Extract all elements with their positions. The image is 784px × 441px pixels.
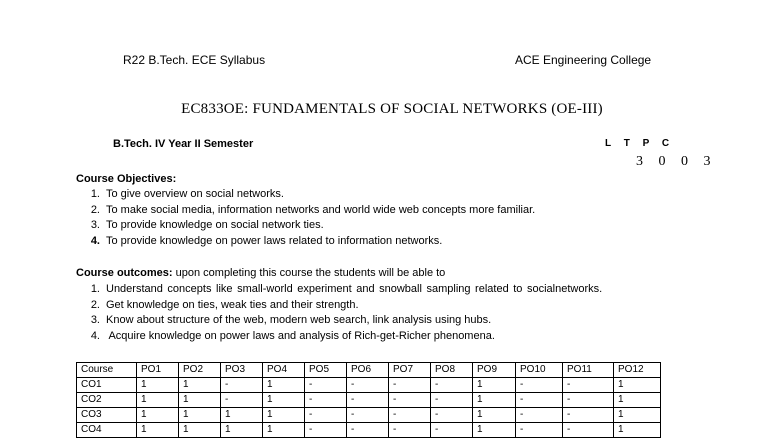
po-cell: 1 xyxy=(137,378,179,393)
po-cell: 1 xyxy=(263,408,305,423)
po-cell: 1 xyxy=(473,378,516,393)
objective-text: To provide knowledge on social network ties. xyxy=(106,219,324,232)
po-cell: 1 xyxy=(614,408,661,423)
objective-num: 1. xyxy=(90,188,100,200)
po-cell: PO11 xyxy=(563,363,614,378)
po-cell: 1 xyxy=(179,408,221,423)
outcome-num: 3. xyxy=(90,314,100,327)
po-cell: PO6 xyxy=(347,363,389,378)
po-cell: - xyxy=(305,423,347,438)
outcome-item xyxy=(76,313,602,329)
po-cell: - xyxy=(347,408,389,423)
po-cell: 1 xyxy=(179,393,221,408)
po-cell: PO12 xyxy=(614,363,661,378)
objective-item xyxy=(76,203,535,219)
po-cell: - xyxy=(563,408,614,423)
table-row xyxy=(77,423,661,438)
header-right: ACE Engineering College xyxy=(515,53,652,67)
po-cell: - xyxy=(347,393,389,408)
po-cell: 1 xyxy=(614,378,661,393)
po-cell: - xyxy=(221,393,263,408)
po-cell: - xyxy=(563,423,614,438)
outcome-num: 2. xyxy=(90,298,100,311)
objective-num: 3. xyxy=(90,219,100,232)
outcome-text: Get knowledge on ties, weak ties and their strength. xyxy=(106,298,359,311)
po-cell: 1 xyxy=(473,408,516,423)
po-cell: - xyxy=(221,378,263,393)
po-cell: - xyxy=(516,423,563,438)
outcomes-intro: upon completing this course the students will be able to xyxy=(172,267,446,279)
objectives-list xyxy=(76,187,535,249)
outcomes-list xyxy=(76,282,602,344)
po-cell: 1 xyxy=(473,423,516,438)
ltpc-label: L T P C xyxy=(605,138,670,149)
po-cell: PO4 xyxy=(263,363,305,378)
co-po-mapping-table xyxy=(76,362,661,438)
po-cell: - xyxy=(389,408,431,423)
outcomes-heading-text: Course outcomes: xyxy=(76,267,173,279)
po-cell: 1 xyxy=(473,393,516,408)
outcome-item xyxy=(76,329,602,345)
table-row xyxy=(77,378,661,393)
header-left: R22 B.Tech. ECE Syllabus xyxy=(123,53,266,67)
row-label-cell: Course xyxy=(77,363,137,378)
table-row xyxy=(77,408,661,423)
outcome-item xyxy=(76,282,602,298)
table-row xyxy=(77,393,661,408)
po-cell: PO10 xyxy=(516,363,563,378)
po-cell: - xyxy=(516,378,563,393)
po-cell: - xyxy=(431,408,473,423)
objective-text: To make social media, information networks and world wide web concepts more familiar. xyxy=(106,203,536,216)
po-cell: - xyxy=(431,393,473,408)
po-cell: 1 xyxy=(221,423,263,438)
po-cell: 1 xyxy=(179,378,221,393)
row-label-cell: CO3 xyxy=(77,408,137,423)
objectives-heading-text: Course Objectives: xyxy=(76,173,177,185)
objective-num: 2. xyxy=(90,203,100,216)
po-cell: 1 xyxy=(221,408,263,423)
po-cell: - xyxy=(516,393,563,408)
row-label-cell: CO4 xyxy=(77,423,137,438)
table-header-row xyxy=(77,363,661,378)
po-cell: 1 xyxy=(263,378,305,393)
po-cell: - xyxy=(389,423,431,438)
objectives-heading xyxy=(76,173,176,185)
outcome-text: Know about structure of the web, modern web search, link analysis using hubs. xyxy=(106,314,492,327)
po-cell: 1 xyxy=(137,393,179,408)
po-cell: - xyxy=(389,393,431,408)
po-cell: - xyxy=(563,378,614,393)
row-label-cell: CO2 xyxy=(77,393,137,408)
objective-text: To give overview on social networks. xyxy=(106,188,284,200)
objective-num: 4. xyxy=(90,234,100,247)
po-cell: 1 xyxy=(137,408,179,423)
outcome-num: 4. xyxy=(90,329,100,342)
po-cell: 1 xyxy=(614,393,661,408)
outcomes-heading xyxy=(76,267,445,279)
po-cell: PO5 xyxy=(305,363,347,378)
po-cell: - xyxy=(389,378,431,393)
po-cell: - xyxy=(305,408,347,423)
po-cell: PO2 xyxy=(179,363,221,378)
po-cell: - xyxy=(563,393,614,408)
po-cell: 1 xyxy=(614,423,661,438)
po-cell: - xyxy=(516,408,563,423)
po-cell: - xyxy=(305,378,347,393)
po-cell: - xyxy=(431,378,473,393)
po-cell: - xyxy=(347,423,389,438)
po-cell: PO9 xyxy=(473,363,516,378)
po-cell: 1 xyxy=(263,393,305,408)
po-cell: - xyxy=(431,423,473,438)
objective-item xyxy=(76,218,535,234)
outcome-text: Understand concepts like small-world experiment and snowball sampling related to socialnetworks. xyxy=(106,283,603,295)
ltpc-values: 3 0 0 3 xyxy=(636,154,711,169)
row-label-cell: CO1 xyxy=(77,378,137,393)
table-body xyxy=(77,363,661,438)
outcome-num: 1. xyxy=(90,283,100,295)
objective-item xyxy=(76,187,535,203)
po-cell: 1 xyxy=(179,423,221,438)
outcome-item xyxy=(76,298,602,314)
po-cell: PO8 xyxy=(431,363,473,378)
po-cell: - xyxy=(347,378,389,393)
po-cell: PO3 xyxy=(221,363,263,378)
objective-item xyxy=(76,234,535,250)
page-title: EC833OE: FUNDAMENTALS OF SOCIAL NETWORKS (OE-III) xyxy=(181,101,603,117)
po-cell: - xyxy=(305,393,347,408)
po-cell: 1 xyxy=(137,423,179,438)
po-cell: PO1 xyxy=(137,363,179,378)
po-cell: PO7 xyxy=(389,363,431,378)
semester-label: B.Tech. IV Year II Semester xyxy=(113,138,254,150)
outcome-text: Acquire knowledge on power laws and analysis of Rich-get-Richer phenomena. xyxy=(106,329,495,342)
objective-text: To provide knowledge on power laws related to information networks. xyxy=(106,234,443,247)
po-cell: 1 xyxy=(263,423,305,438)
